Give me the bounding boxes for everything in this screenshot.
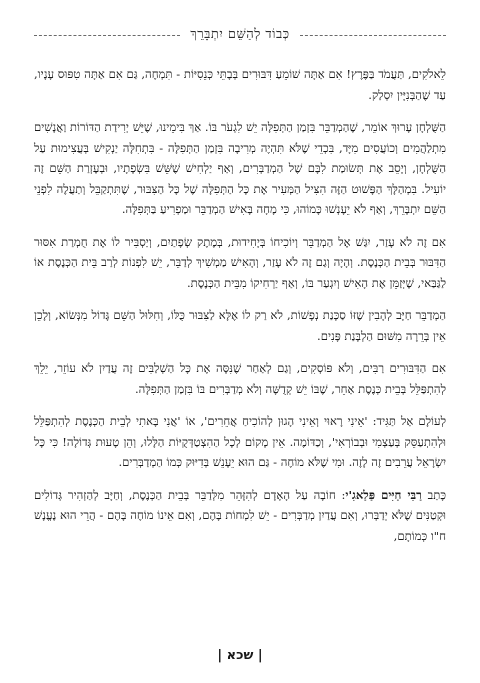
header-rule-left (34, 35, 180, 36)
paragraph: אִם הַדִּבּוּרִים רַבִּים, וְלֹא פּוֹסְקִים, וְגַם לְאַחַר שֶׁנִּסָּה אֶת כָּל הַשְׁלַבִּים זֶה עֲדַיִן לֹא עוֹזֵר, יֵלֵךְ לְהִתְפַּלֵּל בְּבֵית כְּנֶסֶת אַחֵר, שֶׁבּוֹ יֵשׁ קְדֻשָּׁה וְלֹא מְדַבְּרִים בּוֹ בִּזְמַן הַתְּפִלָּה. (34, 361, 446, 396)
paragraph: לְעוֹלָם אַל תַּגִּיד: 'אֵינִי רָאוּי וְאֵינִי הָגוּן לְהוֹכִיחַ אֲחֵרִים', אוֹ 'אֲנִי בָּאתִי לְבֵית הַכְּנֶסֶת לְהִתְפַּלֵּל וּלְהִתְעַסֵּק בְּעַצְמִי וּבְבוֹרְאִי', וְכַדּוֹמֶה. אֵין מָקוֹם לְכָל הַהִצְטַדְּקֻיּוֹת הַלָּלוּ, וְהֵן טָעוּת גְּדוֹלָה! כִּי כָּל יִשְׂרָאֵל עֲרֵבִים זֶה לָזֶה. וּמִי שֶׁלֹּא מוֹחֶה - גַּם הוּא יֵעָנֵשׁ בְּדִיּוּק כְּמוֹ הַמְדַבְּרִים. (34, 414, 446, 469)
paragraph: הַשֻּׁלְחָן עָרוּךְ אוֹמֵר, שֶׁהַמְדַבֵּר בִּזְמַן הַתְּפִלָּה יֵשׁ לִגְעֹר בּוֹ. אַךְ בִּימֵינוּ, שֶׁיֵּשׁ יְרִידַת הַדּוֹרוֹת וַאֲנָשִׁים מִתְלַהֲמִים וְכוֹעֲסִים מִיָּד, בִּכְדֵי שֶׁלֹּא תִּהְיֶה מְרִיבָה בִּזְמַן הַתְּפִלָּה - בִּתְחִלָּה יַנְקִישׁ בְּעֲצִימוּת עַל הַשֻּׁלְחָן, וְיָסֵב אֶת תְּשׂוּמַת לִבָּם שֶׁל הַמְדַבְּרִים, וְאַף יַלְחִישׁ שֶׁשֵּׁשׁ בִּשְׂפָתָיו, וּבְעֶזְרַת הַשֵּׁם זֶה יוֹעִיל. בִּמְהַלָּךְ הַפָּשׁוּט הַזֶּה הִצִּיל הַמְּעִיר אֶת כָּל הַתְּפִלָּה שֶׁל כָּל הַצִּבּוּר, שֶׁתִּתְקַבֵּל וְתַעֲלֶה לִפְנֵי הַשֵּׁם יִתְבָּרֵךְ, וְאַף לֹא יֵעָנְשׁוּ כָּמוֹהוּ, כִּי מָחָה בָּאִישׁ הַמְדַבֵּר וּמַפְרִיעַ בַּתְּפִלָּה. (34, 120, 446, 216)
paragraph-prefix: כָּתַב (421, 487, 447, 502)
paragraph-rest: : חוֹבָה עַל הָאָדָם לְהִזָּהֵר מִלְּדַבֵּר בְּבֵית הַכְּנֶסֶת, וְחַיָּב לְהַזְהִיר גְּדוֹלִים וּקְטַנִּים שֶׁלֹּא יְדַבְּרוּ, וְאִם עֲדַיִן מְדַבְּרִים - יֵשׁ לִמְחוֹת בָּהֶם, וְאִם אֵינוֹ מוֹחֶה בָּהֶם - הֲרֵי הוּא נֶעֱנָשׁ ח"ו כְּמוֹתָם, (34, 487, 446, 543)
paragraph: לֵאלֹקִים, תַּעֲמֹד בַּפֶּרֶץ! אִם אַתָּה שׁוֹמֵעַ דִּבּוּרִים בְּבָתֵּי כְּנֵסִיּוֹת - תִּמְחֶה, גַּם אִם אַתָּה טִפּוּס עָנָיו, עַד שֶׁהַבְּנִיָּין יִסְלַק. (34, 67, 446, 102)
header-rule-right (300, 35, 446, 36)
page-body (34, 64, 446, 546)
paragraph: הַמְדַבֵּר חַיָּב לְהָבִין שֶׁזּוֹ סַכָּנַת נְפָשׁוֹת, לֹא רַק לוֹ אֶלָּא לַצִּבּוּר כֻּלּוֹ, וְחִלּוּל הַשֵּׁם גָּדוֹל מִנְּשׂוֹא, וְלָכֵן אֵין בְּרֵרָה מִשּׁוּם הַלְבָּנַת פָּנִים. (34, 308, 446, 343)
paragraph: אִם זֶה לֹא עָזַר, יִגַּשׁ אֶל הַמְדַבֵּר וְיוֹכִיחוֹ בְּיָחִידוּת, בְּמֶתֶק שְׂפָתַיִם, וְיַסְבִּיר לוֹ אֶת חֻמְרַת אִסּוּר הַדִּבּוּר בְּבֵית הַכְּנֶסֶת. וְהָיָה וְגַם זֶה לֹא עָזַר, וְהָאִישׁ מַמְשִׁיךְ לְדַבֵּר, יֵשׁ לִפְנוֹת לְרַב בֵּית הַכְּנֶסֶת אוֹ לַגַּבַּאי, שֶׁיְּזַמֵּן אֶת הָאִישׁ וְיִגְעַר בּוֹ, וְאַף יַרְחִיקוֹ מִבֵּית הַכְּנֶסֶת. (34, 234, 446, 290)
running-title: כְּבוֹד לְהַשֵּׁם יִתְבָּרֵךְ (190, 27, 290, 42)
running-header (34, 24, 446, 44)
page-number: | שכא | (217, 648, 263, 663)
paragraph-last (34, 485, 446, 547)
cited-author: רַבִּי חַיִּים פַּלַאגִ'י (345, 487, 422, 502)
